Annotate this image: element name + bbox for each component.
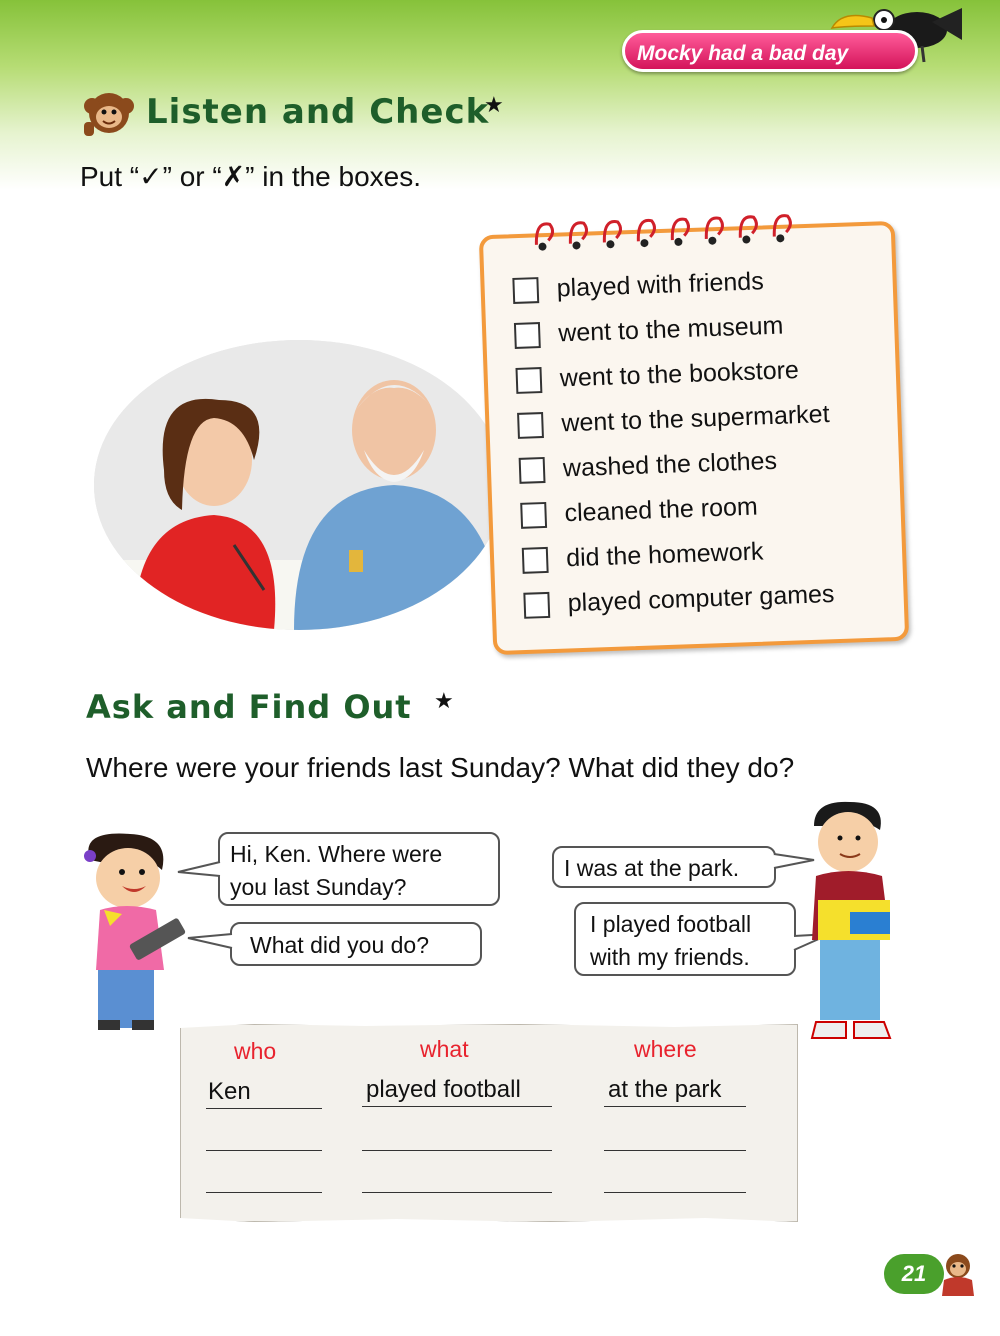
checklist [512,257,837,628]
photo-illustration [94,340,504,630]
answer-line[interactable] [362,1150,552,1151]
section-title-listen: Listen and Check [146,92,490,132]
list-item: played with friends [512,257,826,313]
bubble-tail [176,856,222,882]
checkbox[interactable] [523,591,550,618]
column-header-who: who [234,1038,277,1064]
list-item: went to the bookstore [515,347,829,403]
list-item: washed the clothes [518,437,832,493]
unit-title-tab: Mocky had a bad day [622,30,918,72]
instruction-ask: Where were your friends last Sunday? What did they do? [86,752,795,783]
star-icon: ★ [484,92,504,117]
bubble-tail [186,928,234,954]
answer-line[interactable] [604,1150,746,1151]
answer-line[interactable] [362,1192,552,1193]
photo-girl-and-grandfather [94,340,504,630]
checkbox[interactable] [522,546,549,573]
column-header-what: what [420,1036,469,1062]
boy-illustration [800,800,900,1045]
monkey-mascot-icon [936,1250,980,1300]
star-icon: ★ [434,688,454,713]
answer-line[interactable] [206,1150,322,1151]
checkbox[interactable] [519,456,546,483]
monkey-icon [80,88,138,138]
instruction-listen: Put “✓” or “✗” in the boxes. [80,161,422,192]
answer-line[interactable] [604,1192,746,1193]
checkbox[interactable] [517,412,544,439]
column-header-where: where [634,1036,697,1062]
answer-line[interactable] [206,1192,322,1193]
checkbox[interactable] [514,322,541,349]
checkbox[interactable] [520,501,547,528]
table-cell-who: Ken [208,1078,251,1105]
answer-line [206,1108,322,1109]
checkbox[interactable] [512,277,539,304]
speech-bubble-boy-1: I was at the park. [552,846,776,888]
list-item: cleaned the room [520,482,834,538]
list-item: went to the museum [514,302,828,358]
list-item: played computer games [523,572,837,628]
speech-bubble-girl-1: Hi, Ken. Where were you last Sunday? [218,832,500,906]
speech-bubble-girl-2: What did you do? [230,922,482,966]
section-title-ask: Ask and Find Out [86,688,412,726]
table-cell-where: at the park [608,1076,722,1103]
answer-line [362,1106,552,1107]
page-number: 21 [884,1254,944,1294]
checkbox[interactable] [515,367,542,394]
list-item: went to the supermarket [517,392,831,448]
answer-line [604,1106,746,1107]
speech-bubble-boy-2: I played football with my friends. [574,902,796,976]
table-cell-what: played football [366,1076,521,1103]
list-item: did the homework [521,527,835,583]
